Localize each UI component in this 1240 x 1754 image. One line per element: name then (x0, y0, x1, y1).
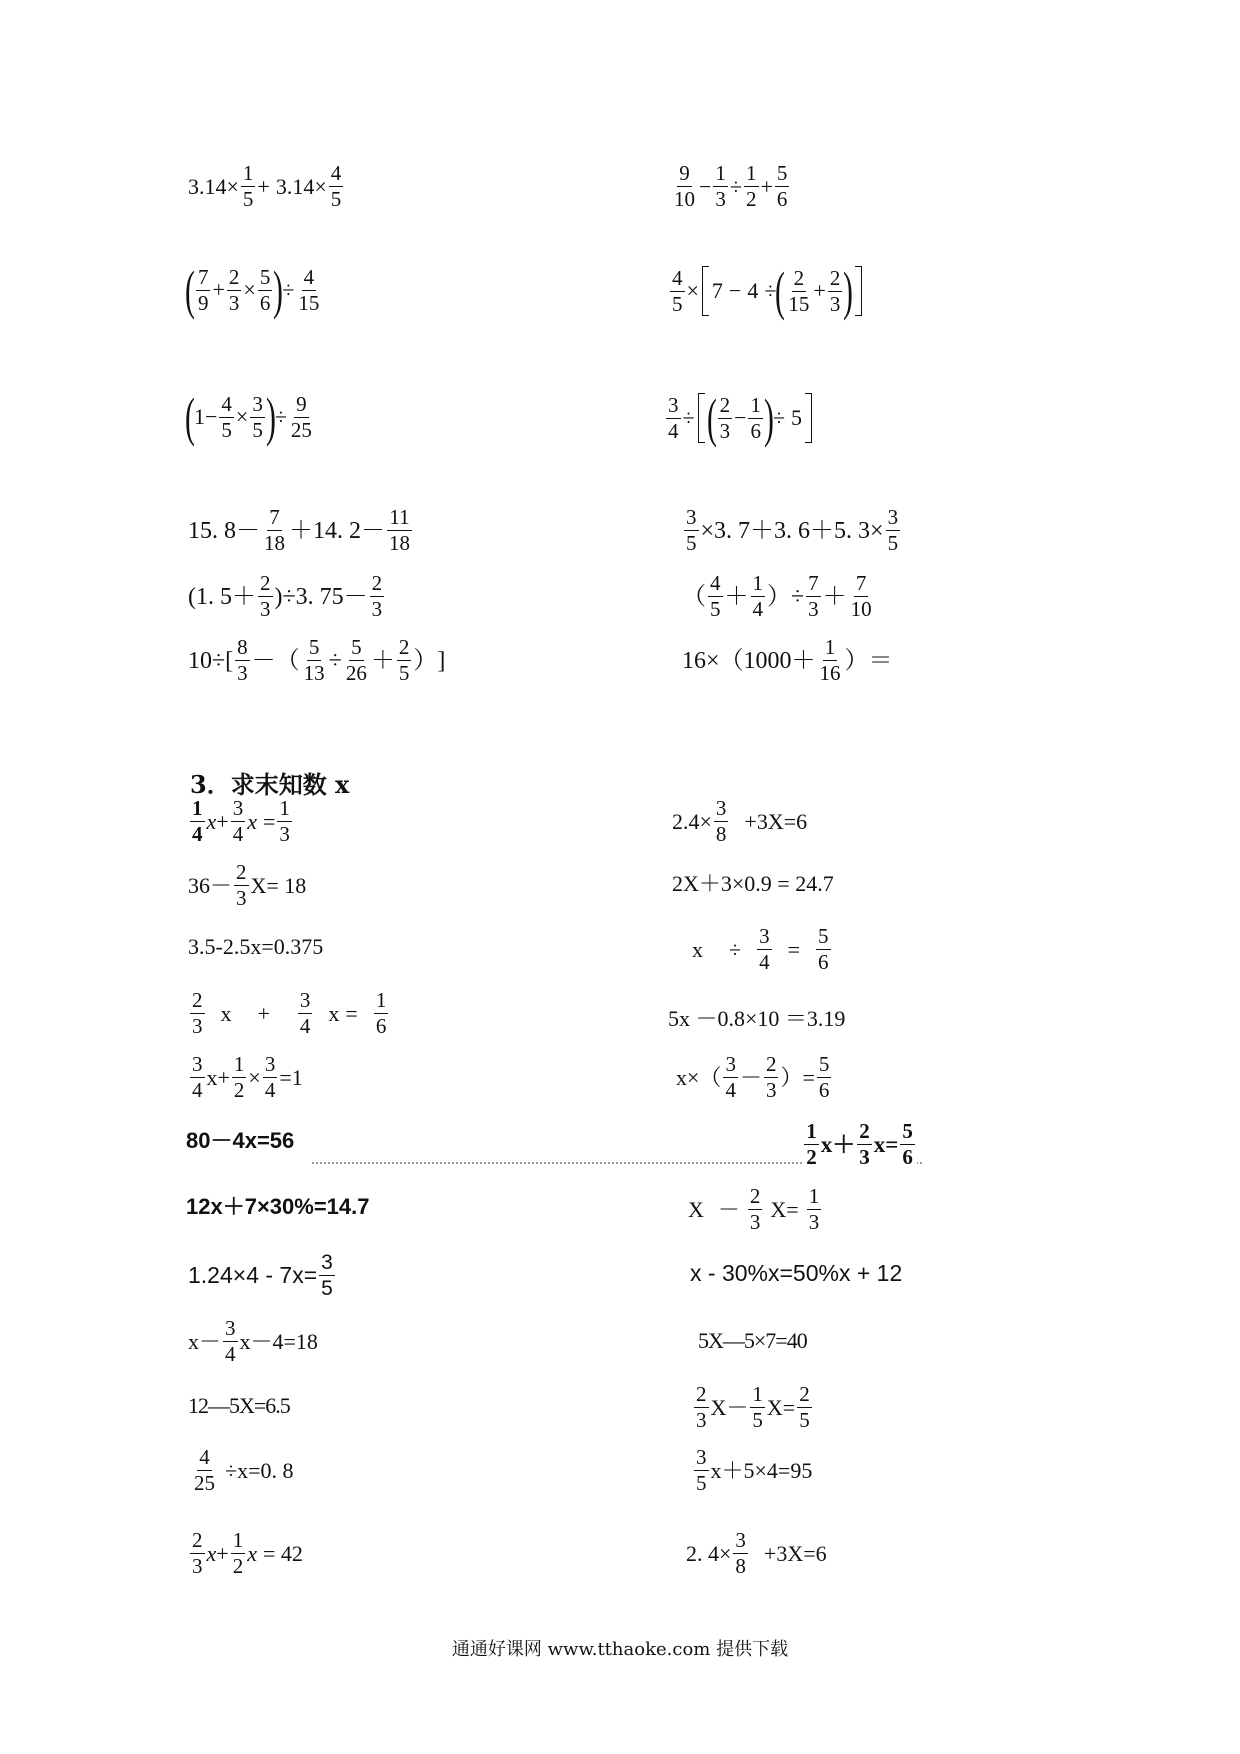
equation: 2X＋3×0.9 = 24.7 (672, 871, 834, 896)
fraction: $\frac{1}{6}$ (375, 988, 387, 1038)
fraction: $\frac{2}{5}$ (398, 635, 410, 685)
equation: 12x＋7×30%=14.7 (186, 1194, 370, 1219)
fraction: $\frac{2}{3}$ (192, 1528, 203, 1578)
equation: 5x －0.8×10 ＝3.19 (668, 1006, 846, 1031)
left-bracket (698, 393, 705, 443)
fraction: $\frac{11}{18}$ (389, 505, 410, 555)
equation: $\frac{3}{5}$ x＋5×4=95 (696, 1445, 813, 1495)
equation: x - 30%x=50%x + 12 (690, 1260, 903, 1286)
equation: x × （ $\frac{3}{4}$ － $\frac{2}{3}$ ） = $\frac{5}{6}$ (676, 1052, 830, 1102)
fraction: $\frac{3}{5}$ (887, 505, 899, 555)
fraction: $\frac{4}{5}$ (221, 391, 232, 442)
fraction: $\frac{1}{2}$ (806, 1119, 817, 1169)
fraction: $\frac{3}{5}$ (686, 505, 697, 555)
fraction: $\frac{3}{5}$ (252, 391, 263, 442)
fraction: $\frac{1}{2}$ (746, 161, 757, 211)
equation: 12—5X=6.5 (188, 1393, 290, 1418)
equation: $\frac{4}{25}$ ÷x=0. 8 (194, 1445, 294, 1495)
expr-5: ( 1 − $\frac{4}{5}$ × $\frac{3}{5}$ ) ÷ $\frac{9}{25}$ (185, 387, 312, 447)
fraction: $\frac{5}{6}$ (818, 1052, 830, 1102)
fraction: $\frac{4}{5}$ (672, 265, 683, 316)
right-bracket (855, 266, 862, 316)
fraction: $\frac{7}{10}$ (850, 571, 872, 621)
equation: $\frac{2}{3}$ x + $\frac{1}{2}$ x = 42 (192, 1528, 303, 1578)
expr-8: $\frac{3}{5}$ × 3. 7 ＋ 3. 6 ＋ 5. 3 × $\frac{3}{5}$ (686, 505, 899, 555)
fraction: $\frac{9}{10}$ (674, 161, 695, 211)
equation: 1.24×4 - 7x= $\frac{3}{5}$ (188, 1251, 333, 1300)
fraction: $\frac{2}{3}$ (696, 1382, 707, 1432)
equation: 36－ $\frac{2}{3}$ X= 18 (188, 860, 307, 910)
fraction: $\frac{2}{5}$ (799, 1382, 810, 1432)
equation: 80－4x=56 (186, 1128, 295, 1153)
equation: x ÷ $\frac{3}{4}$ = $\frac{5}{6}$ (692, 924, 829, 974)
fraction: $\frac{4}{5}$ (710, 571, 721, 621)
fraction: $\frac{5}{6}$ (259, 264, 271, 315)
expr-9: ( 1. 5 ＋ $\frac{2}{3}$ ) ÷ 3. 75 － $\frac{2}{3}$ (188, 571, 383, 621)
fraction: $\frac{9}{25}$ (290, 391, 312, 442)
fraction: $\frac{7}{9}$ (197, 264, 209, 315)
expr-12: 16 × （ 1000 ＋ $\frac{1}{16}$ ） ＝ (682, 635, 893, 685)
equation: $\frac{2}{3}$ X － $\frac{1}{5}$ X = $\frac{2}{5}$ (696, 1382, 810, 1432)
fraction: $\frac{3}{8}$ (735, 1528, 746, 1578)
expr-11: 10 ÷ [ $\frac{8}{3}$ － （ $\frac{5}{13}$ ÷ $\frac{5}{26}$ ＋ $\frac{2}{5}$ ） ] (188, 635, 446, 685)
fraction: $\frac{2}{3}$ (765, 1052, 777, 1102)
fraction: $\frac{3}{4}$ (759, 924, 770, 974)
equation: 2. 4× $\frac{3}{8}$ +3X=6 (686, 1528, 827, 1578)
fraction: $\frac{3}{4}$ (232, 796, 244, 846)
fraction: $\frac{4}{5}$ (330, 161, 342, 211)
fraction: $\frac{1}{3}$ (715, 161, 726, 211)
equation: 2.4× $\frac{3}{8}$ +3X=6 (672, 796, 808, 846)
fraction: $\frac{1}{2}$ (233, 1052, 245, 1102)
fraction: $\frac{1}{16}$ (819, 635, 841, 685)
fraction: $\frac{3}{4}$ (299, 988, 311, 1038)
fraction: $\frac{3}{5}$ (696, 1445, 707, 1495)
fraction: $\frac{2}{3}$ (719, 392, 731, 443)
fraction: $\frac{2}{3}$ (192, 988, 203, 1038)
fraction: $\frac{7}{18}$ (264, 505, 285, 555)
fraction: $\frac{2}{3}$ (859, 1119, 870, 1169)
expr-4: $\frac{4}{5}$ × 7 − 4 ÷ ( $\frac{2}{15}$ + $\frac{2}{3}$ ) (668, 266, 865, 316)
fraction: $\frac{3}{8}$ (715, 796, 727, 846)
fraction: $\frac{4}{15}$ (298, 264, 320, 315)
fraction: $\frac{3}{4}$ (725, 1052, 736, 1102)
fraction: $\frac{2}{3}$ (371, 571, 383, 621)
equation: $\frac{1}{4}$ x + $\frac{3}{4}$ x = $\frac{1}{3}$ (192, 796, 290, 846)
equation: $\frac{1}{2}$ x ＋ $\frac{2}{3}$ x = $\frac{5}{6}$ (802, 1121, 917, 1168)
expr-6: $\frac{3}{4}$ ÷ ( $\frac{2}{3}$ − $\frac{1}{6}$ ) ÷ 5 (664, 393, 815, 443)
fraction: $\frac{4}{25}$ (194, 1445, 215, 1495)
fraction: $\frac{2}{3}$ (260, 571, 271, 621)
fraction: $\frac{2}{3}$ (829, 265, 841, 316)
footer-text: 通通好课网 www.tthaoke.com 提供下载 (451, 1639, 789, 1660)
fraction: $\frac{3}{4}$ (192, 1052, 203, 1102)
fraction: $\frac{5}{13}$ (303, 635, 325, 685)
equation: 3.5-2.5x=0.375 (188, 934, 324, 959)
fraction: $\frac{2}{3}$ (228, 264, 240, 315)
fraction: $\frac{1}{4}$ (192, 796, 203, 846)
fraction: $\frac{1}{2}$ (232, 1528, 244, 1578)
expr-3: ( $\frac{7}{9}$ + $\frac{2}{3}$ × $\frac{5}{6}$ ) ÷ $\frac{4}{15}$ (185, 260, 320, 320)
fraction: $\frac{1}{5}$ (752, 1382, 763, 1432)
equation: 5X—5×7=40 (698, 1328, 807, 1353)
fraction: $\frac{1}{5}$ (242, 161, 254, 211)
expr-10: （ $\frac{4}{5}$ ＋ $\frac{1}{4}$ ） ÷ $\frac{7}{3}$ ＋ $\frac{7}{10}$ (682, 571, 872, 621)
fraction: $\frac{5}{6}$ (776, 161, 788, 211)
fraction: $\frac{7}{3}$ (808, 571, 819, 621)
section-heading: 3．求末知数 x (190, 770, 350, 799)
equation: $\frac{3}{4}$ x+ $\frac{1}{2}$ × $\frac{3}{4}$ =1 (192, 1052, 303, 1102)
equation: x－ $\frac{3}{4}$ x－4=18 (188, 1316, 318, 1366)
fraction: $\frac{1}{3}$ (279, 796, 290, 846)
fraction: $\frac{3}{4}$ (668, 392, 679, 443)
fraction: $\frac{8}{3}$ (237, 635, 248, 685)
equation: X － $\frac{2}{3}$ X = $\frac{1}{3}$ (688, 1184, 820, 1234)
expr-7: 15. 8 － $\frac{7}{18}$ ＋ 14. 2 － $\frac{11}{18}$ (188, 505, 410, 555)
expr-1: 3.14 × $\frac{1}{5}$ + 3.14 × $\frac{4}{5}$ (188, 161, 342, 211)
fraction: $\frac{1}{3}$ (808, 1184, 820, 1234)
fraction: $\frac{3}{4}$ (225, 1316, 236, 1366)
right-bracket (805, 393, 812, 443)
fraction: $\frac{2}{3}$ (749, 1184, 761, 1234)
fraction: $\frac{3}{4}$ (264, 1052, 276, 1102)
fraction: $\frac{5}{6}$ (818, 924, 829, 974)
fraction: $\frac{5}{26}$ (345, 635, 367, 685)
fraction: $\frac{2}{3}$ (236, 860, 247, 910)
fraction: $\frac{1}{4}$ (752, 571, 763, 621)
fraction: $\frac{3}{5}$ (321, 1251, 333, 1300)
fraction: $\frac{5}{6}$ (902, 1119, 913, 1169)
left-bracket (702, 266, 709, 316)
fraction: $\frac{1}{6}$ (750, 392, 761, 443)
equation: $\frac{2}{3}$ x + $\frac{3}{4}$ x = $\frac{1}{6}$ (192, 988, 387, 1038)
fraction: $\frac{2}{15}$ (788, 265, 810, 316)
expr-2: $\frac{9}{10}$ − $\frac{1}{3}$ ÷ $\frac{1}{2}$ + $\frac{5}{6}$ (674, 161, 788, 211)
